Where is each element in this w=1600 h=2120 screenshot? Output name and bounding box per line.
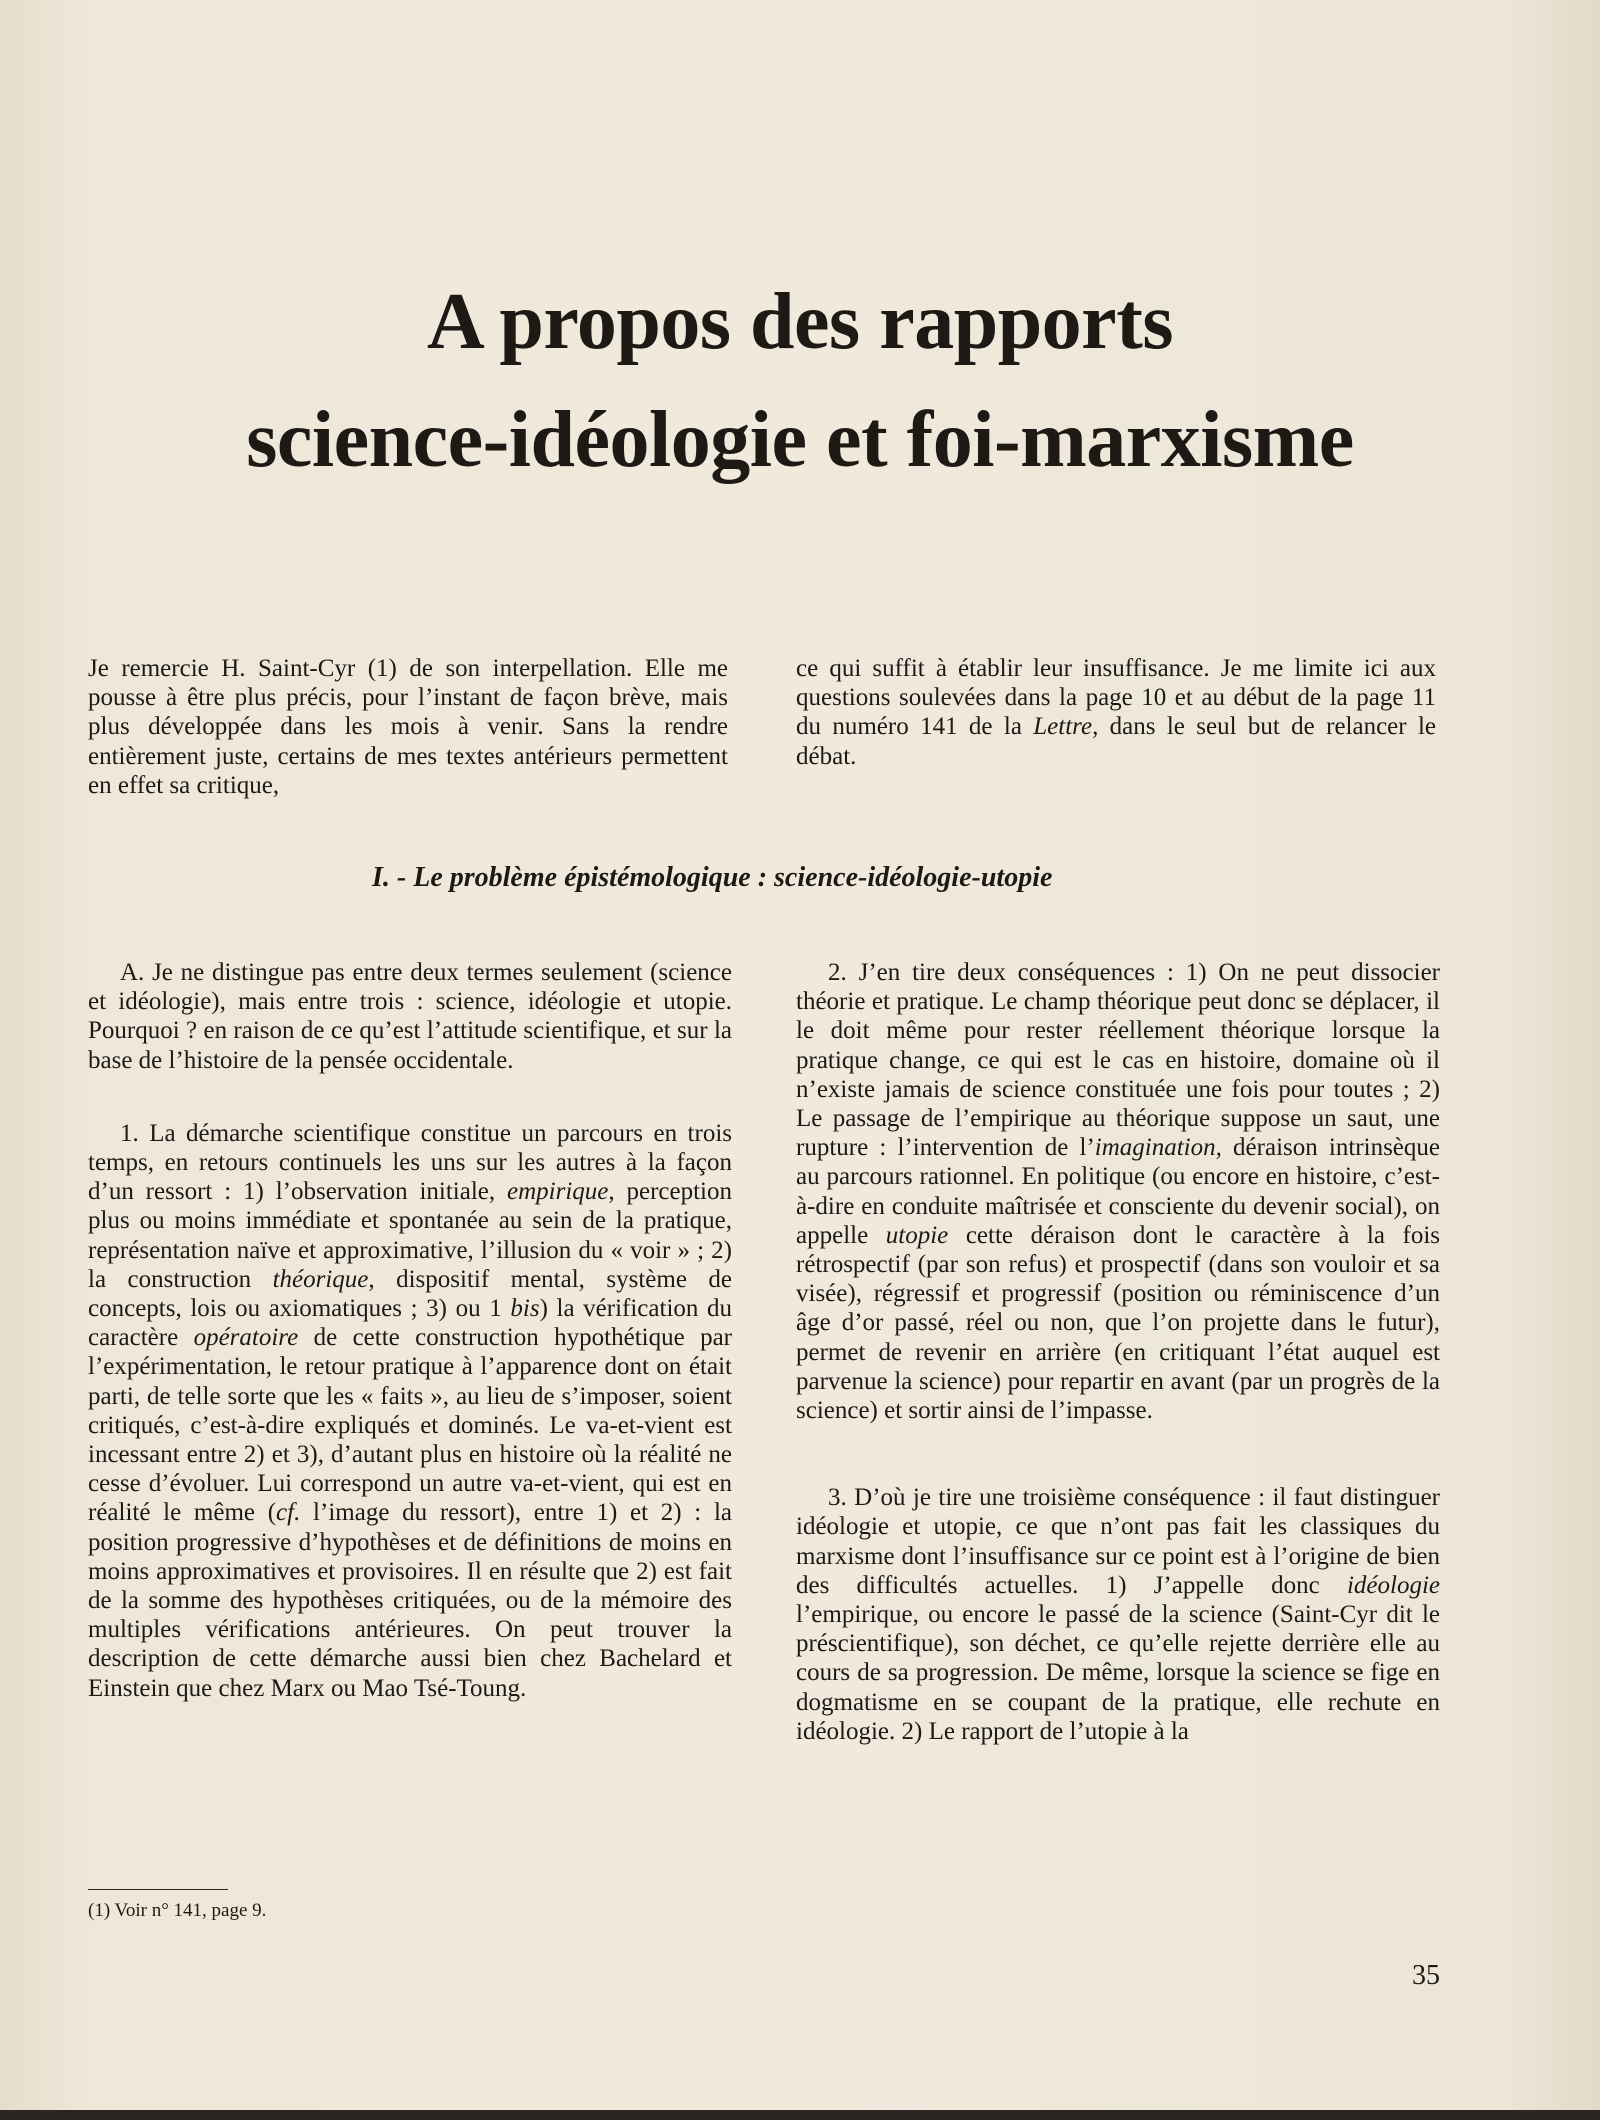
paragraph-3: 3. D’où je tire une troisième conséquence : il faut distinguer idéologie et utopie, ce que n’ont pas fait les classiques du marxisme dont l’insuffisance sur ce point est à l’origine de bien des difficultés actuelles. 1) J’appelle donc idéologie l’empirique, ou encore le passé de la science (Saint-Cyr dit le préscientifique), son déchet, ce qu’elle rejette derrière elle au cours de sa progression. De même, lorsque la science se fige en dogmatisme en se coupant de la pratique, elle rechute en idéologie. 2) Le rapport de l’utopie à la: [796, 1484, 1440, 1745]
body-left-column: [88, 958, 732, 1703]
paragraph-1: 1. La démarche scientifique constitue un parcours en trois temps, en retours continuels les uns sur les autres à la façon d’un ressort : 1) l’observation initiale, empirique, perception plus ou moins immédiate et spontanée au sein de la pratique, représentation naïve et approximative, l’illusion du « voir » ; 2) la construction théorique, dispositif mental, système de concepts, lois ou axiomatiques ; 3) ou 1 bis) la vérification du caractère opératoire de cette construction hypothétique par l’expérimentation, le retour pratique à l’apparence dont on était parti, de telle sorte que les « faits », au lieu de s’imposer, soient critiqués, c’est-à-dire expliqués et dominés. Le va-et-vient est incessant entre 2) et 3), d’autant plus en histoire où la réalité ne cesse d’évoluer. Lui correspond un autre va-et-vient, qui est en réalité le même (cf. l’image du ressort), entre 1) et 2) : la position progressive d’hypothèses et de définitions de moins en moins approximatives et provisoires. Il en résulte que 2) est fait de la somme des hypothèses critiquées, ou de la mémoire des multiples vérifications antérieures. On peut trouver la description de cette démarche aussi bien chez Bachelard et Einstein que chez Marx ou Mao Tsé-Toung.: [88, 1119, 733, 1702]
paragraph-a: A. Je ne distingue pas entre deux termes seulement (science et idéologie), mais entre trois : science, idéologie et utopie. Pourquoi ? en raison de ce qu’est l’attitude scientifique, et sur la base de l’histoire de la pensée occidentale.: [88, 959, 732, 1074]
article-title-line-1: A propos des rapports: [427, 278, 1173, 366]
intro-left-column: [88, 654, 728, 800]
footnote-rule: [88, 1889, 228, 1890]
paragraph-2: 2. J’en tire deux conséquences : 1) On ne peut dissocier théorie et pratique. Le champ théorique peut donc se déplacer, il le doit même pour rester réellement théorique lorsque la pratique change, ce qui est le cas en histoire, domaine où il n’existe jamais de science constituée une fois pour toutes ; 2) Le passage de l’empirique au théorique suppose un saut, une rupture : l’intervention de l’imagination, déraison intrinsèque au parcours rationnel. En politique (ou encore en histoire, c’est-à-dire en conduite maîtrisée et consciente du devenir social), on appelle utopie cette déraison dont le caractère à la fois rétrospectif (par son refus) et prospectif (dans son vouloir et sa visée), régressif et progressif (position ou réminiscence d’un âge d’or passé, réel ou non, que l’on projette dans le futur), permet de revenir en arrière (en critiquant l’état auquel est parvenue la science) pour repartir en avant (par un progrès de la science) et sortir ainsi de l’impasse.: [796, 959, 1441, 1425]
intro-left-text: Je remercie H. Saint-Cyr (1) de son interpellation. Elle me pousse à être plus précis, pour l’instant de façon brève, mais plus développée dans les mois à venir. Sans la rendre entièrement juste, certains de mes textes antérieurs permettent en effet sa critique,: [88, 655, 728, 799]
page-bottom-edge: [0, 2110, 1600, 2120]
article-title-line-2: science-idéologie et foi-marxisme: [246, 396, 1354, 484]
body-right-column: [796, 958, 1440, 1746]
intro-right-column: [796, 654, 1436, 771]
section-heading: I. - Le problème épistémologique : science-idéologie-utopie: [372, 862, 1053, 893]
footnote: (1) Voir n° 141, page 9.: [88, 1900, 267, 1921]
intro-right-text: ce qui suffit à établir leur insuffisance. Je me limite ici aux questions soulevées dans la page 10 et au début de la page 11 du numéro 141 de la Lettre, dans le seul but de relancer le débat.: [796, 655, 1437, 770]
page-number: 35: [1412, 1960, 1440, 1991]
